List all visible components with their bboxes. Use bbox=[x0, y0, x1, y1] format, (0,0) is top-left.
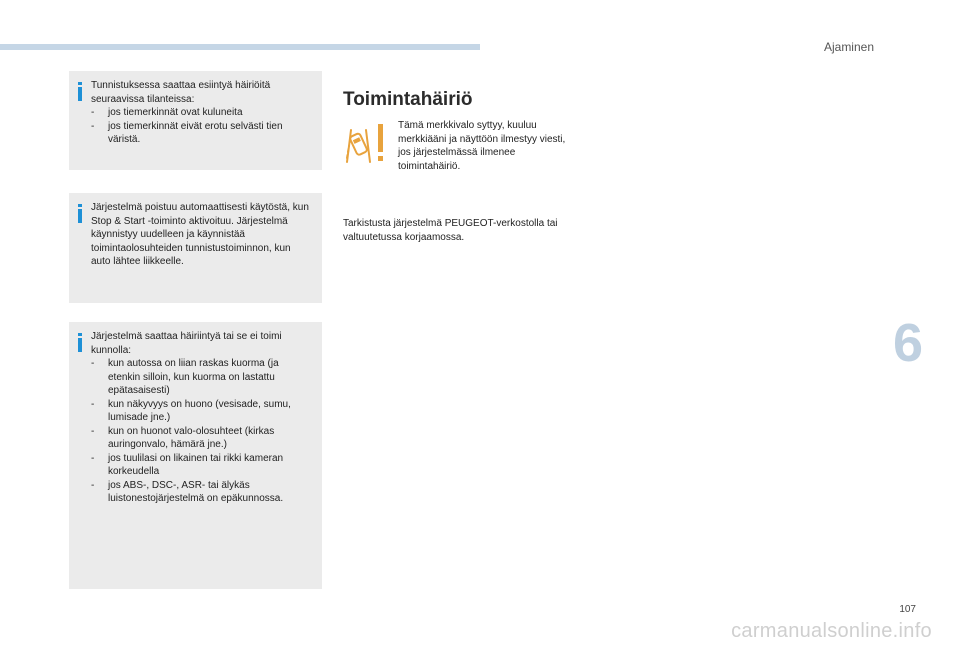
info-box-limitations bbox=[69, 322, 322, 589]
list-item: - kun autossa on liian raskas kuorma (ja etenkin silloin, kun kuorma on lastattu epätasaisesti) bbox=[91, 357, 312, 398]
info-box-intro: Järjestelmä saattaa häiriintyä tai se ei toimi kunnolla: bbox=[91, 331, 282, 356]
page-number: 107 bbox=[899, 604, 916, 615]
list-item: - kun näkyvyys on huono (vesisade, sumu, lumisade jne.) bbox=[91, 398, 312, 425]
info-box-intro: Tunnistuksessa saattaa esiintyä häiriöitä seuraavissa tilanteissa: bbox=[91, 80, 271, 105]
info-box-detection bbox=[69, 71, 322, 170]
info-icon bbox=[78, 82, 82, 101]
chapter-number: 6 bbox=[893, 313, 924, 373]
section-title: Ajaminen bbox=[823, 40, 874, 54]
list-item: - jos tiemerkinnät ovat kuluneita bbox=[91, 106, 312, 120]
body-text: Tarkistusta järjestelmä PEUGEOT-verkostolla tai valtuutetussa korjaamossa. bbox=[343, 218, 558, 243]
info-icon bbox=[78, 204, 82, 223]
section-heading: Toimintahäiriö bbox=[343, 89, 473, 110]
watermark: carmanualsonline.info bbox=[731, 620, 932, 642]
info-box-text: Järjestelmä poistuu automaattisesti käytöstä, kun Stop & Start -toiminto aktivoituu. Järjestelmä käynnistyy uudelleen ja käynnistää toimintaolosuhteiden tunnistustoiminnon, kun auto lähtee liikkeelle. bbox=[91, 202, 309, 267]
header-bar bbox=[0, 44, 480, 50]
info-box-stop-start bbox=[69, 193, 322, 303]
list-item: - jos tiemerkinnät eivät erotu selvästi tien väristä. bbox=[91, 120, 312, 147]
list-item: - kun on huonot valo-olosuhteet (kirkas auringonvalo, hämärä jne.) bbox=[91, 425, 312, 452]
lane-warning-icon bbox=[342, 122, 390, 164]
list-item: - jos tuulilasi on likainen tai rikki kameran korkeudella bbox=[91, 452, 312, 479]
warning-description: Tämä merkkivalo syttyy, kuuluu merkkiääni ja näyttöön ilmestyy viesti, jos järjestelmässä ilmenee toimintahäiriö. bbox=[398, 120, 566, 172]
info-icon bbox=[78, 333, 82, 352]
list-item: - jos ABS-, DSC-, ASR- tai älykäs luistonestojärjestelmä on epäkunnossa. bbox=[91, 479, 312, 506]
